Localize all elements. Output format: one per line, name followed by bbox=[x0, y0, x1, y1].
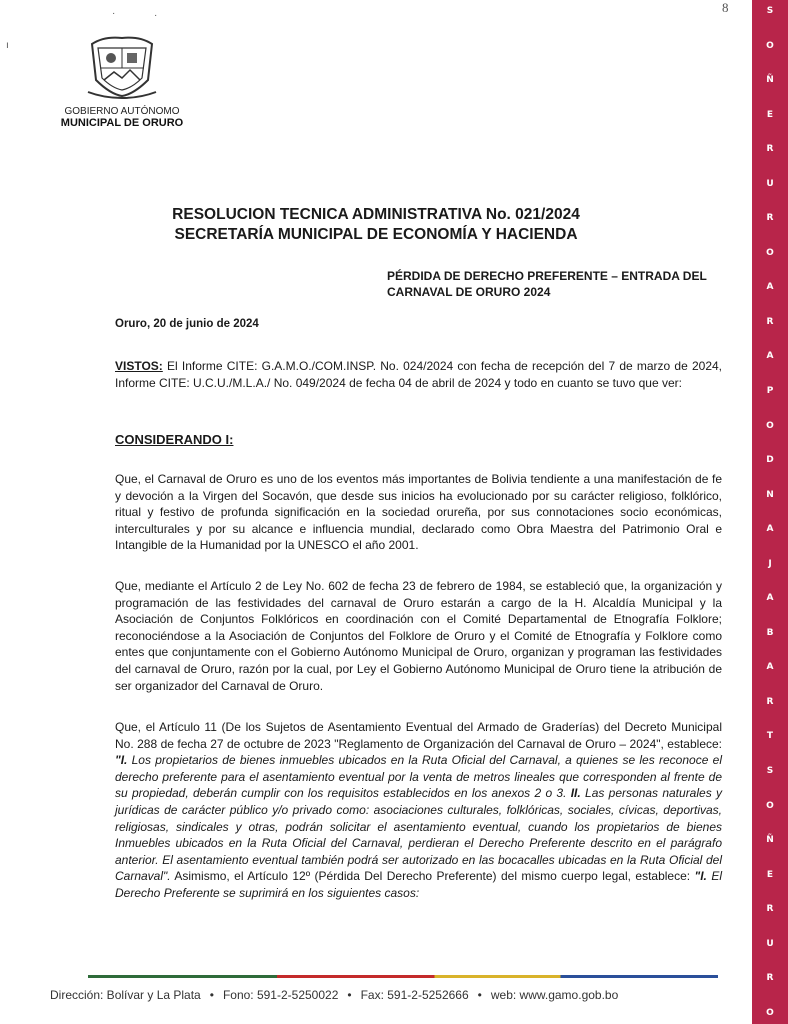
sidebar-letter: R bbox=[766, 144, 774, 155]
sidebar-letter: E bbox=[766, 869, 774, 880]
sidebar-letter: R bbox=[766, 213, 774, 224]
footer-address: Dirección: Bolívar y La Plata bbox=[50, 988, 201, 1002]
quote-lead: "I. bbox=[115, 753, 128, 768]
page-number: 8 bbox=[722, 0, 729, 15]
paragraph-1: Que, el Carnaval de Oruro es uno de los eventos más importantes de Bolivia tendiente a una manifestación de fe y devoción a la Virgen del Socavón, que desde sus inicios ha evolucionado por su carácter religioso, folklórico, ritual y festivo de profunda significación en la sociedad orureña, por sus connotaciones socio económicas, interculturales y por su alcance e influencia mundial, declarado como Obra Maestra del Patrimonio Oral e Intangible de la Humanidad por la UNESCO el año 2001. bbox=[115, 472, 722, 553]
scan-mark: · bbox=[154, 10, 158, 21]
paragraph-3 bbox=[115, 719, 722, 902]
sidebar-banner bbox=[752, 0, 788, 1024]
sidebar-letter: Ñ bbox=[766, 835, 774, 846]
footer-separator: • bbox=[209, 988, 214, 1002]
footer-separator: • bbox=[347, 988, 352, 1002]
sidebar-letter: N bbox=[766, 489, 774, 500]
sidebar-letter: U bbox=[766, 938, 774, 949]
sidebar-letter: A bbox=[766, 351, 774, 362]
sidebar-letter: O bbox=[766, 247, 774, 258]
vistos-label: VISTOS: bbox=[115, 359, 163, 373]
sidebar-letter: A bbox=[766, 282, 774, 293]
scan-mark: ı bbox=[6, 40, 9, 51]
logo-text-line2: MUNICIPAL DE ORURO bbox=[60, 117, 184, 129]
sidebar-letter: R bbox=[766, 316, 774, 327]
municipal-logo bbox=[60, 32, 184, 129]
quote-part-3: El Derecho Preferente se suprimirá en los siguientes casos: bbox=[115, 869, 722, 900]
paragraph-2: Que, mediante el Artículo 2 de Ley No. 602 de fecha 23 de febrero de 1984, se estableció que, la organización y programación de las festividades del carnaval de Oruro estarán a cargo de la H. Alcaldía Municipal y la Asociación de Conjuntos Folklóricos en coordinación con el Comité Departamental de Etnografía Folklore; reconociéndose a la Asociación de Conjuntos del Folklore de Oruro y el Comité de Etnografía y Folklore como entes que conjuntamente con el Gobierno Autónomo Municipal de Oruro, organizan y programan las festividades del carnaval de Oruro, razón por la cual, por Ley el Gobierno Autónomo Municipal de Oruro tiene la atribución de ser organizador del Carnaval de Oruro. bbox=[115, 579, 722, 693]
sidebar-letter: A bbox=[766, 593, 774, 604]
sidebar-letter: R bbox=[766, 973, 774, 984]
footer-separator: • bbox=[477, 988, 482, 1002]
footer-phone: Fono: 591-2-5250022 bbox=[222, 988, 339, 1002]
footer-web-link[interactable]: web: www.gamo.gob.bo bbox=[490, 988, 619, 1002]
document-title bbox=[0, 205, 752, 245]
title-line2: SECRETARÍA MUNICIPAL DE ECONOMÍA Y HACIENDA bbox=[174, 226, 578, 243]
sidebar-letter: O bbox=[766, 420, 774, 431]
sidebar-letter: O bbox=[766, 40, 774, 51]
considerando-heading: CONSIDERANDO I: bbox=[115, 432, 234, 447]
sidebar-letter: S bbox=[766, 6, 774, 16]
quote-part-2: Las personas naturales y jurídicas de carácter público y/o privado como: asociaciones culturales, folklóricas, sociales, cívicas, deportivas, religiosas, sindicales y otras, podrán solicitar el asentamiento eventual, cuando los propietarios de bienes Inmuebles ubicados en la Ruta Oficial del Carnaval, perdieran el Derecho Preferente descrito en el parágrafo anterior. El asentamiento eventual también podrá ser autorizado en las bocacalles ubicadas en la Ruta Oficial del Carnaval". bbox=[115, 786, 722, 884]
sidebar-letter: B bbox=[766, 627, 774, 638]
logo-text-line1: GOBIERNO AUTÓNOMO bbox=[64, 106, 180, 117]
sidebar-letter: T bbox=[766, 731, 774, 742]
vistos-paragraph bbox=[115, 358, 722, 391]
quote3-lead: "I. bbox=[694, 869, 707, 884]
sidebar-letter: P bbox=[766, 386, 774, 397]
sidebar-letter: R bbox=[766, 904, 774, 915]
scan-mark: · bbox=[112, 8, 116, 19]
sidebar-letter: A bbox=[766, 524, 774, 535]
quote-part-1: Los propietarios de bienes inmuebles ubicados en la Ruta Oficial del Carnaval, a quienes se les reconoce el derecho preferente para el asentamiento eventual por la venta de metros lineales que corresponden al frente de su propiedad, deberán cumplir con los requisitos establecidos en los anexos 2 o 3. bbox=[115, 753, 722, 801]
footer bbox=[50, 988, 740, 1002]
vistos-text: El Informe CITE: G.A.M.O./COM.INSP. No. 024/2024 con fecha de recepción del 7 de marzo de 2024, Informe CITE: U.C.U./M.L.A./ No. 049/2024 de fecha 04 de abril de 2024 y todo en cuanto se tuvo que ver: bbox=[115, 359, 722, 390]
footer-fax: Fax: 591-2-5252666 bbox=[360, 988, 469, 1002]
footer-color-rule bbox=[88, 975, 718, 978]
sidebar-letter: E bbox=[766, 109, 774, 120]
sidebar-letter: J bbox=[768, 558, 772, 569]
sidebar-letter: D bbox=[766, 455, 774, 466]
paragraph-3-middle: Asimismo, el Artículo 12º (Pérdida Del Derecho Preferente) del mismo cuerpo legal, establece: bbox=[170, 869, 695, 884]
sidebar-letter: R bbox=[766, 696, 774, 707]
sidebar-letter: O bbox=[766, 800, 774, 811]
sidebar-letter: Ñ bbox=[766, 75, 774, 86]
sidebar-letter: O bbox=[766, 1007, 774, 1018]
title-line1: RESOLUCION TECNICA ADMINISTRATIVA No. 021/2024 bbox=[172, 206, 580, 223]
paragraph-3-intro: Que, el Artículo 11 (De los Sujetos de Asentamiento Eventual del Armado de Graderías) del Decreto Municipal No. 288 de fecha 27 de octubre de 2023 "Reglamento de Organización del Carnaval de Oruro – 2024", establece: bbox=[115, 720, 722, 751]
sidebar-letter: A bbox=[766, 662, 774, 673]
document-date: Oruro, 20 de junio de 2024 bbox=[115, 318, 259, 330]
sidebar-letter: U bbox=[766, 178, 774, 189]
sidebar-letter: S bbox=[766, 766, 774, 777]
coat-of-arms-icon bbox=[84, 32, 160, 100]
document-subject: PÉRDIDA DE DERECHO PREFERENTE – ENTRADA DEL CARNAVAL DE ORURO 2024 bbox=[387, 269, 707, 299]
quote-ii: II. bbox=[570, 786, 581, 801]
